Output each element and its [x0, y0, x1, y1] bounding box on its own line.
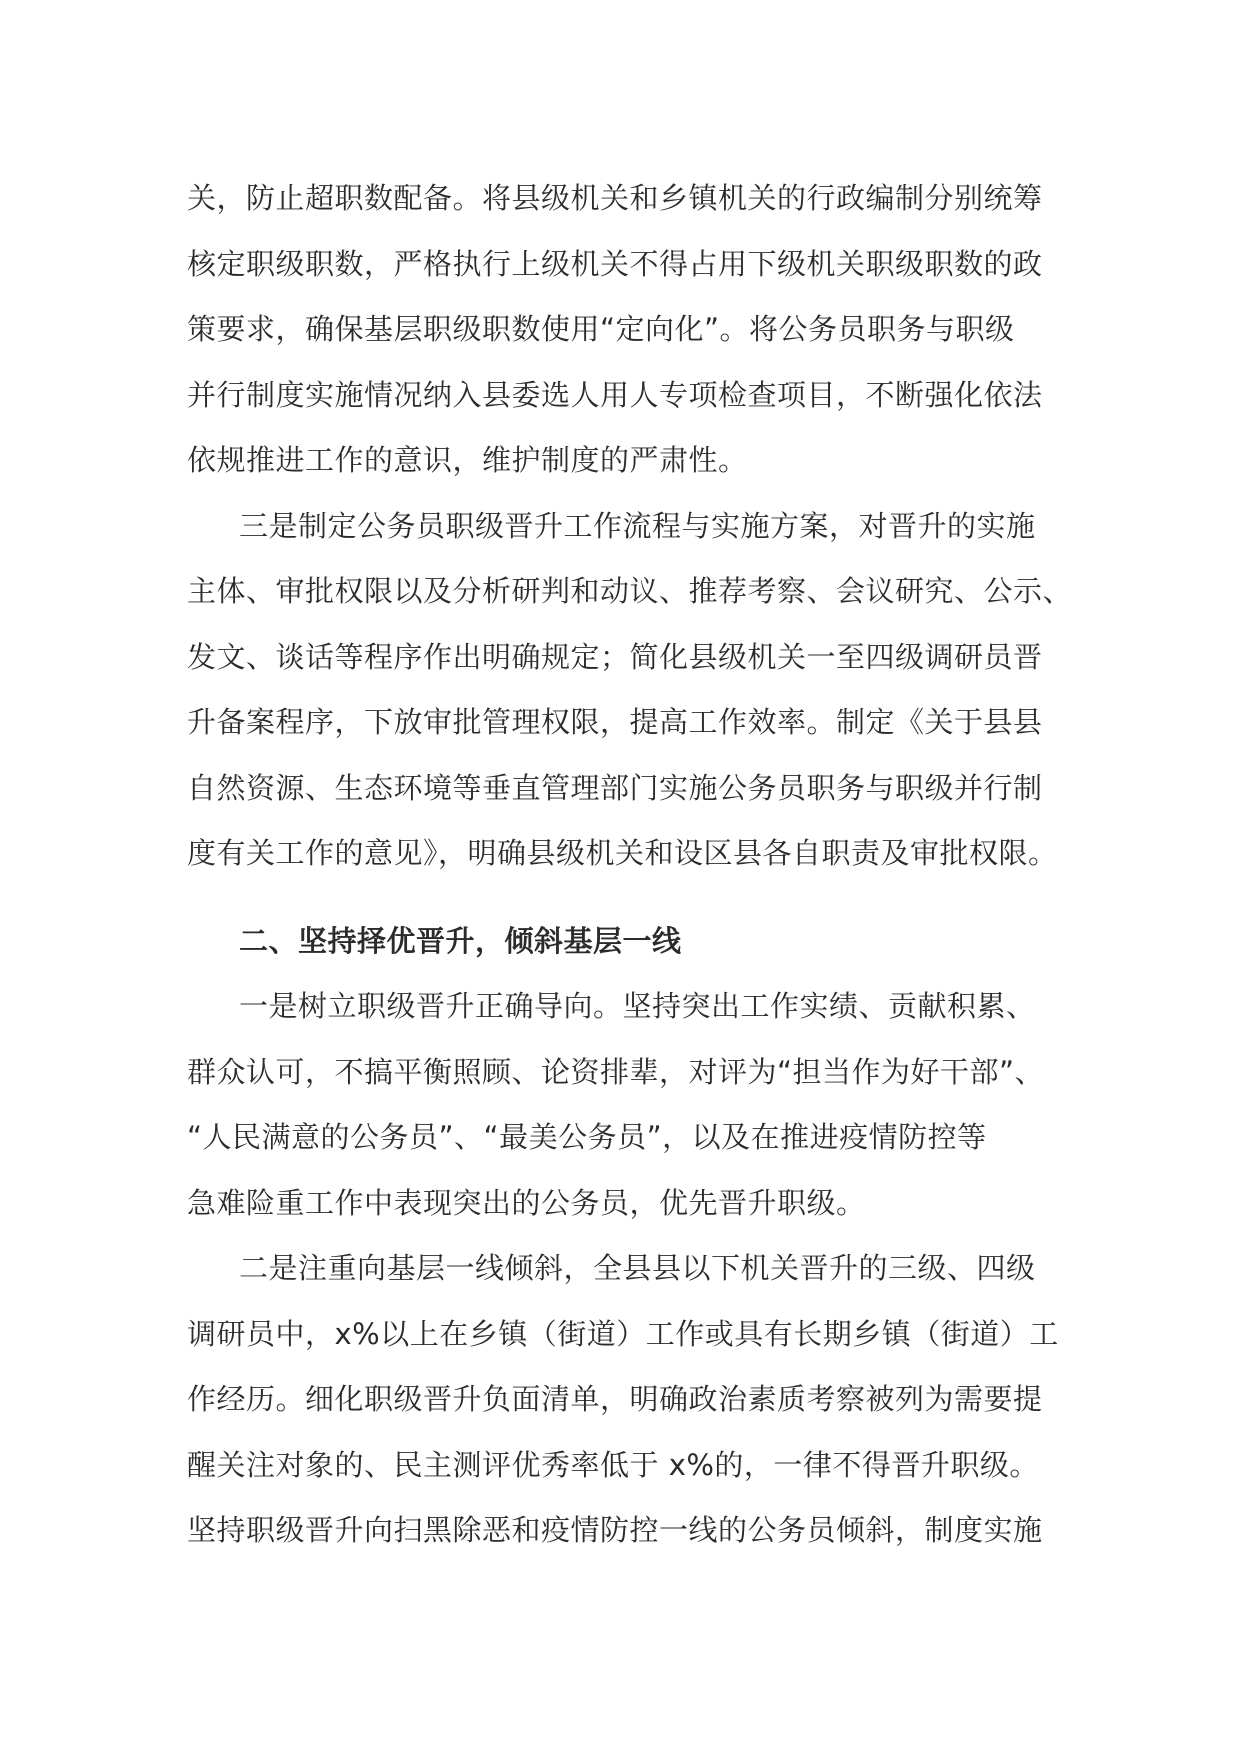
paragraph-line: 急难险重工作中表现突出的公务员，优先晋升职级。: [187, 1185, 866, 1220]
paragraph-line: 依规推进工作的意识，维护制度的严肃性。: [187, 443, 748, 477]
section-heading: 二、坚持择优晋升，倾斜基层一线: [239, 923, 682, 958]
paragraph-line: 醒关注对象的、民主测评优秀率低于 x%的，一律不得晋升职级。: [187, 1447, 1039, 1482]
paragraph-line: “人民满意的公务员”、“最美公务员”，以及在推进疫情防控等: [187, 1120, 987, 1154]
paragraph-line: 群众认可，不搞平衡照顾、论资排辈，对评为“担当作为好干部”、: [187, 1054, 1045, 1089]
paragraph-line: 调研员中，x%以上在乡镇（街道）工作或具有长期乡镇（街道）工: [187, 1316, 1059, 1351]
paragraph-line: 发文、谈话等程序作出明确规定；简化县级机关一至四级调研员晋: [187, 639, 1043, 674]
paragraph-line: 关，防止超职数配备。将县级机关和乡镇机关的行政编制分别统筹: [187, 181, 1043, 215]
paragraph-line: 作经历。细化职级晋升负面清单，明确政治素质考察被列为需要提: [187, 1382, 1043, 1416]
paragraph-line: 主体、审批权限以及分析研判和动议、推荐考察、会议研究、公示、: [187, 574, 1073, 608]
paragraph-line: 二是注重向基层一线倾斜，全县县以下机关晋升的三级、四级: [239, 1251, 1036, 1285]
paragraph-line: 策要求，确保基层职级职数使用“定向化”。将公务员职务与职级: [187, 312, 1015, 346]
paragraph-line: 核定职级职数，严格执行上级机关不得占用下级机关职级职数的政: [187, 246, 1043, 281]
paragraph-line: 自然资源、生态环境等垂直管理部门实施公务员职务与职级并行制: [187, 770, 1043, 805]
paragraph-line: 坚持职级晋升向扫黑除恶和疫情防控一线的公务员倾斜，制度实施: [187, 1513, 1043, 1547]
paragraph-line: 升备案程序，下放审批管理权限，提高工作效率。制定《关于县县: [187, 705, 1043, 739]
document-body: [187, 166, 1073, 1564]
paragraph-line: 一是树立职级晋升正确导向。坚持突出工作实绩、贡献积累、: [239, 989, 1036, 1023]
paragraph-line: 三是制定公务员职级晋升工作流程与实施方案，对晋升的实施: [239, 508, 1036, 543]
paragraph-line: 并行制度实施情况纳入县委选人用人专项检查项目，不断强化依法: [187, 377, 1043, 412]
paragraph-line: 度有关工作的意见》，明确县级机关和设区县各自职责及审批权限。: [187, 836, 1058, 870]
